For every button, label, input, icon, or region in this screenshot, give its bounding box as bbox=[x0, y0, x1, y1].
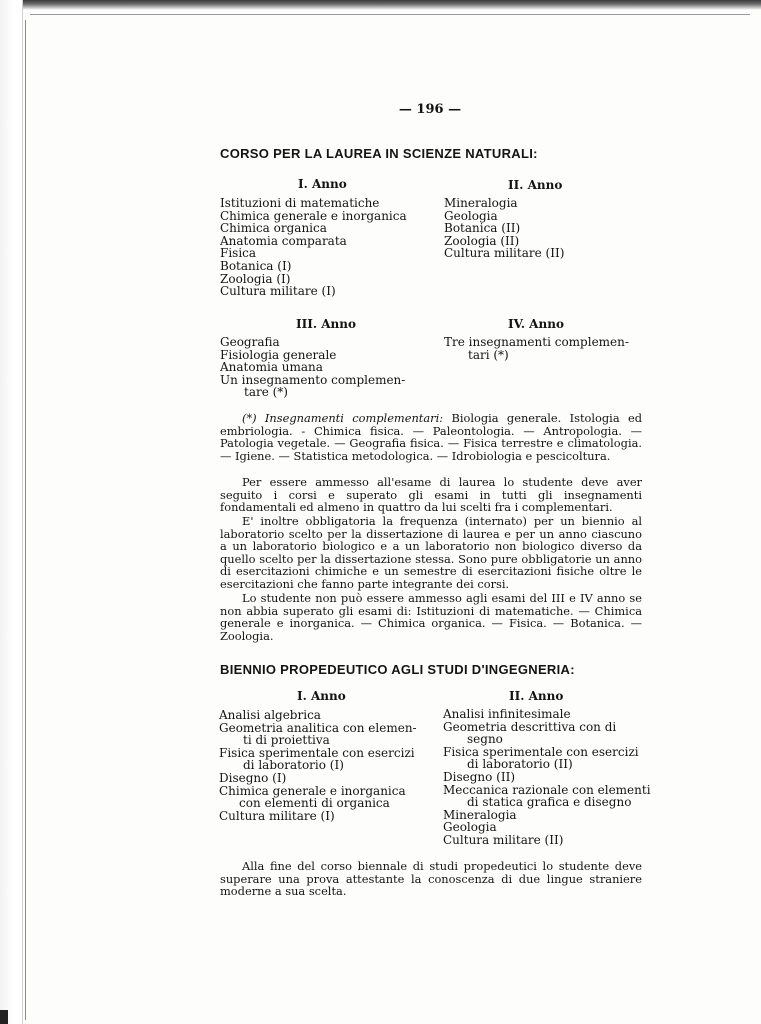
year1-course-list bbox=[220, 197, 407, 298]
list-item: Mineralogia bbox=[444, 196, 518, 210]
section-title-biennio-ingegneria: BIENNIO PROPEDEUTICO AGLI STUDI D'INGEGNERIA: bbox=[220, 662, 575, 677]
paragraph-laboratory-attendance: E' inoltre obbligatoria la frequenza (internato) per un biennio al laboratorio scelto per la dissertazione di laurea e per un anno ciascuno a un laboratorio biologico e a un laboratorio non biologico diverso da quello scelto per la dissertazione stessa. Sono pure obbligatorie un anno di esercitazioni chimiche e un semestre di esercitazioni fisiche oltre le esercitazioni che fanno parte integrante dei corsi. bbox=[220, 514, 642, 591]
list-item: Botanica (I) bbox=[220, 258, 292, 273]
list-item: Fisica sperimentale con esercizi bbox=[219, 745, 415, 760]
list-item: Geologia bbox=[443, 820, 497, 835]
list-item: Botanica (II) bbox=[444, 221, 521, 236]
list-item: tari (*) bbox=[468, 347, 509, 362]
biennio-year2-heading: II. Anno bbox=[509, 689, 564, 703]
footnote-label: (*) Insegnamenti complementari: bbox=[242, 411, 444, 425]
list-item: Tre insegnamenti complemen- bbox=[444, 335, 629, 349]
list-item: Mineralogia bbox=[443, 807, 517, 822]
list-item: Disegno (I) bbox=[219, 770, 287, 785]
list-item: Zoologia (I) bbox=[220, 271, 291, 286]
year4-course-list bbox=[444, 336, 629, 361]
scan-left-margin bbox=[0, 0, 23, 1024]
page-number: — 196 — bbox=[398, 102, 462, 117]
list-item: Geografia bbox=[220, 335, 280, 349]
year3-course-list bbox=[220, 336, 420, 399]
list-item: Fisiologia generale bbox=[220, 347, 337, 362]
biennio-year2-course-list bbox=[443, 708, 651, 847]
list-item: di laboratorio (I) bbox=[243, 758, 344, 773]
list-item: Fisica bbox=[220, 246, 257, 261]
list-item: Un insegnamento complemen- bbox=[220, 372, 406, 387]
list-item: Cultura militare (II) bbox=[443, 832, 564, 847]
list-item: Chimica generale e inorganica bbox=[220, 208, 407, 223]
scan-corner-mark bbox=[0, 1010, 8, 1024]
scan-binding-line bbox=[25, 20, 26, 1020]
year1-heading: I. Anno bbox=[298, 177, 347, 191]
list-item: tare (*) bbox=[244, 385, 288, 400]
list-item: di statica grafica e disegno bbox=[467, 795, 632, 810]
list-item: Cultura militare (I) bbox=[219, 808, 335, 823]
footnote-text: Biologia generale. Istologia ed embriologia. - Chimica fisica. — Paleontologia. — Antropologia. — Patologia vegetale. — Geografia fisica. — Fisica terrestre e climatologia. — Igiene. — Statistica metodologica. — Idrobiologia e pescicoltura. bbox=[220, 411, 642, 463]
list-item: con elementi di organica bbox=[239, 796, 390, 811]
list-item: Chimica generale e inorganica bbox=[219, 783, 406, 798]
list-item: Disegno (II) bbox=[443, 769, 516, 784]
scan-top-rule bbox=[30, 14, 750, 15]
list-item: Chimica organica bbox=[220, 221, 327, 236]
list-item: Cultura militare (II) bbox=[444, 246, 565, 261]
list-item: Analisi infinitesimale bbox=[443, 707, 571, 721]
list-item: segno bbox=[467, 732, 503, 747]
list-item: di laboratorio (II) bbox=[467, 757, 573, 772]
list-item: Meccanica razionale con elementi bbox=[443, 782, 651, 797]
year2-heading: II. Anno bbox=[508, 178, 563, 192]
biennio-year1-heading: I. Anno bbox=[297, 689, 346, 703]
list-item: Geologia bbox=[444, 208, 498, 223]
list-item: Cultura militare (I) bbox=[220, 284, 336, 299]
paragraph-language-requirement: Alla fine del corso biennale di studi propedeutici lo studente deve superare una prova attestante la conoscenza di due lingue straniere moderne a sua scelta. bbox=[220, 859, 642, 899]
list-item: Analisi algebrica bbox=[219, 708, 321, 722]
year4-heading: IV. Anno bbox=[508, 317, 564, 331]
year3-heading: III. Anno bbox=[296, 317, 356, 331]
list-item: Zoologia (II) bbox=[444, 233, 520, 248]
list-item: Anatomia comparata bbox=[220, 233, 347, 248]
biennio-year1-course-list bbox=[219, 709, 417, 822]
year2-course-list bbox=[444, 197, 564, 260]
list-item: Fisica sperimentale con esercizi bbox=[443, 744, 639, 759]
section-title-scienze-naturali: CORSO PER LA LAUREA IN SCIENZE NATURALI: bbox=[220, 146, 538, 161]
scan-top-edge bbox=[0, 0, 761, 10]
paragraph-exam-prerequisites: Lo studente non può essere ammesso agli esami del III e IV anno se non abbia superato gli esami di: Istituzioni di matematiche. — Chimica generale e inorganica. — Chimica organica. — Fisica. — Botanica. — Zoologia. bbox=[220, 591, 642, 643]
list-item: ti di proiettiva bbox=[243, 733, 330, 748]
list-item: Geometria analitica con elemen- bbox=[219, 720, 417, 735]
list-item: Anatomia umana bbox=[220, 360, 323, 375]
list-item: Geometria descrittiva con di bbox=[443, 719, 617, 734]
list-item: Istituzioni di matematiche bbox=[220, 196, 380, 210]
paragraph-admission-requirements: Per essere ammesso all'esame di laurea lo studente deve aver seguito i corsi e superato gli esami in tutti gli insegnamenti fondamentali ed almeno in quattro da lui scelti fra i complementari. bbox=[220, 475, 642, 515]
footnote-complementary-courses bbox=[220, 412, 642, 462]
